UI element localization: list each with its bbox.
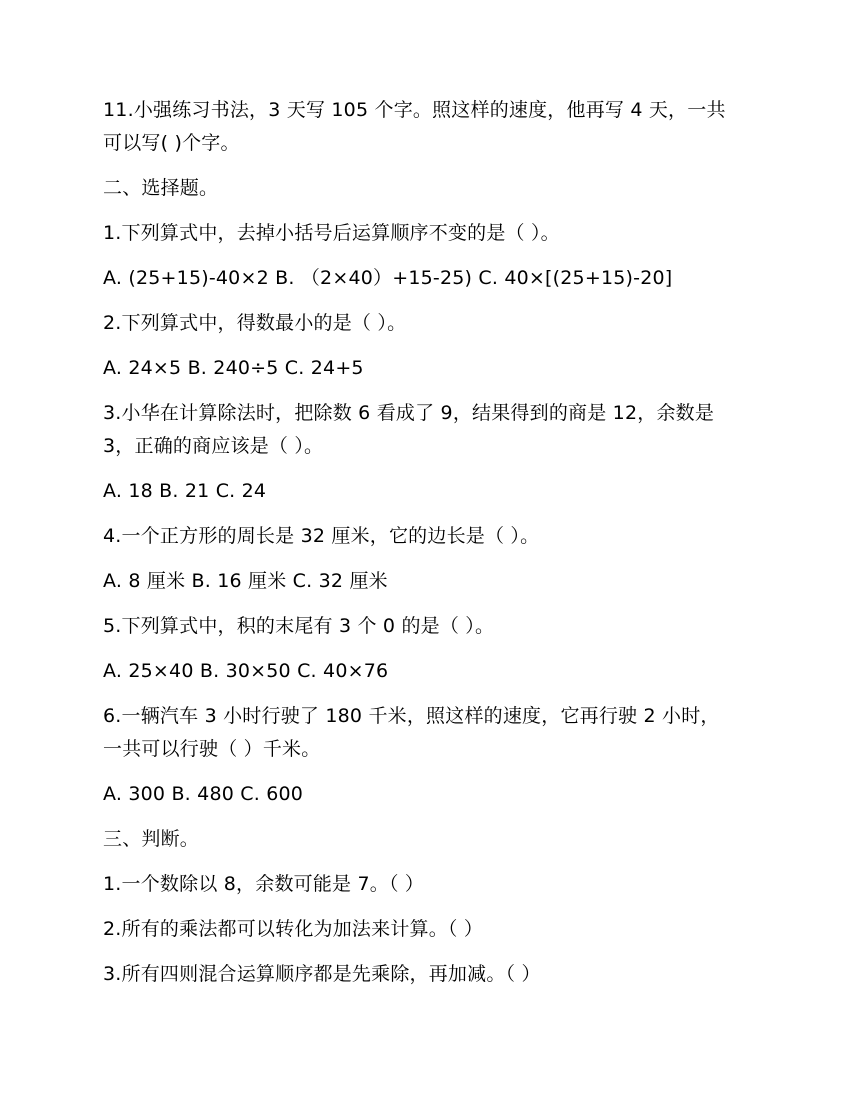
question-fill-11	[103, 94, 763, 160]
answer-options: A. 8 厘米 B. 16 厘米 C. 32 厘米	[103, 570, 388, 592]
worksheet-page	[103, 94, 763, 1003]
question-choice-6	[103, 700, 763, 766]
question-choice-3	[103, 397, 763, 463]
options-choice-2	[103, 352, 763, 385]
question-text: 5.下列算式中，积的末尾有 3 个 0 的是（ ）。	[103, 615, 495, 637]
question-text: 1.下列算式中，去掉小括号后运算顺序不变的是（ ）。	[103, 222, 560, 244]
question-text: 3.小华在计算除法时，把除数 6 看成了 9，结果得到的商是 12，余数是	[103, 402, 715, 424]
question-text: 3，正确的商应该是（ ）。	[103, 435, 324, 457]
question-choice-5	[103, 610, 763, 643]
question-text: 6.一辆汽车 3 小时行驶了 180 千米，照这样的速度，它再行驶 2 小时，	[103, 705, 720, 727]
question-judge-3	[103, 958, 763, 991]
options-choice-6	[103, 778, 763, 811]
answer-options: A. 24×5 B. 240÷5 C. 24+5	[103, 357, 364, 379]
question-text: 4.一个正方形的周长是 32 厘米，它的边长是（ ）。	[103, 525, 540, 547]
question-text: 3.所有四则混合运算顺序都是先乘除，再加减。（ ）	[103, 963, 541, 985]
section-title: 二、选择题。	[103, 177, 219, 199]
question-text: 2.下列算式中，得数最小的是（ ）。	[103, 312, 407, 334]
question-judge-2	[103, 913, 763, 946]
question-text: 可以写( )个字。	[103, 132, 240, 154]
options-choice-3	[103, 475, 763, 508]
question-text: 11.小强练习书法，3 天写 105 个字。照这样的速度，他再写 4 天，一共	[103, 99, 726, 121]
answer-options: A. 300 B. 480 C. 600	[103, 783, 304, 805]
answer-options: A. 25×40 B. 30×50 C. 40×76	[103, 660, 389, 682]
question-text: 1.一个数除以 8，余数可能是 7。（ ）	[103, 873, 425, 895]
question-choice-1	[103, 217, 763, 250]
section-title: 三、判断。	[103, 828, 200, 850]
question-choice-2	[103, 307, 763, 340]
section-heading-judge	[103, 823, 763, 856]
question-choice-4	[103, 520, 763, 553]
options-choice-1	[103, 262, 763, 295]
section-heading-choice	[103, 172, 763, 205]
question-text: 一共可以行驶（ ）千米。	[103, 738, 321, 760]
options-choice-5	[103, 655, 763, 688]
options-choice-4	[103, 565, 763, 598]
question-text: 2.所有的乘法都可以转化为加法来计算。（ ）	[103, 918, 484, 940]
answer-options: A. (25+15)-40×2 B. （2×40）+15-25) C. 40×[(25+15)-20]	[103, 267, 673, 289]
question-judge-1	[103, 868, 763, 901]
answer-options: A. 18 B. 21 C. 24	[103, 480, 267, 502]
